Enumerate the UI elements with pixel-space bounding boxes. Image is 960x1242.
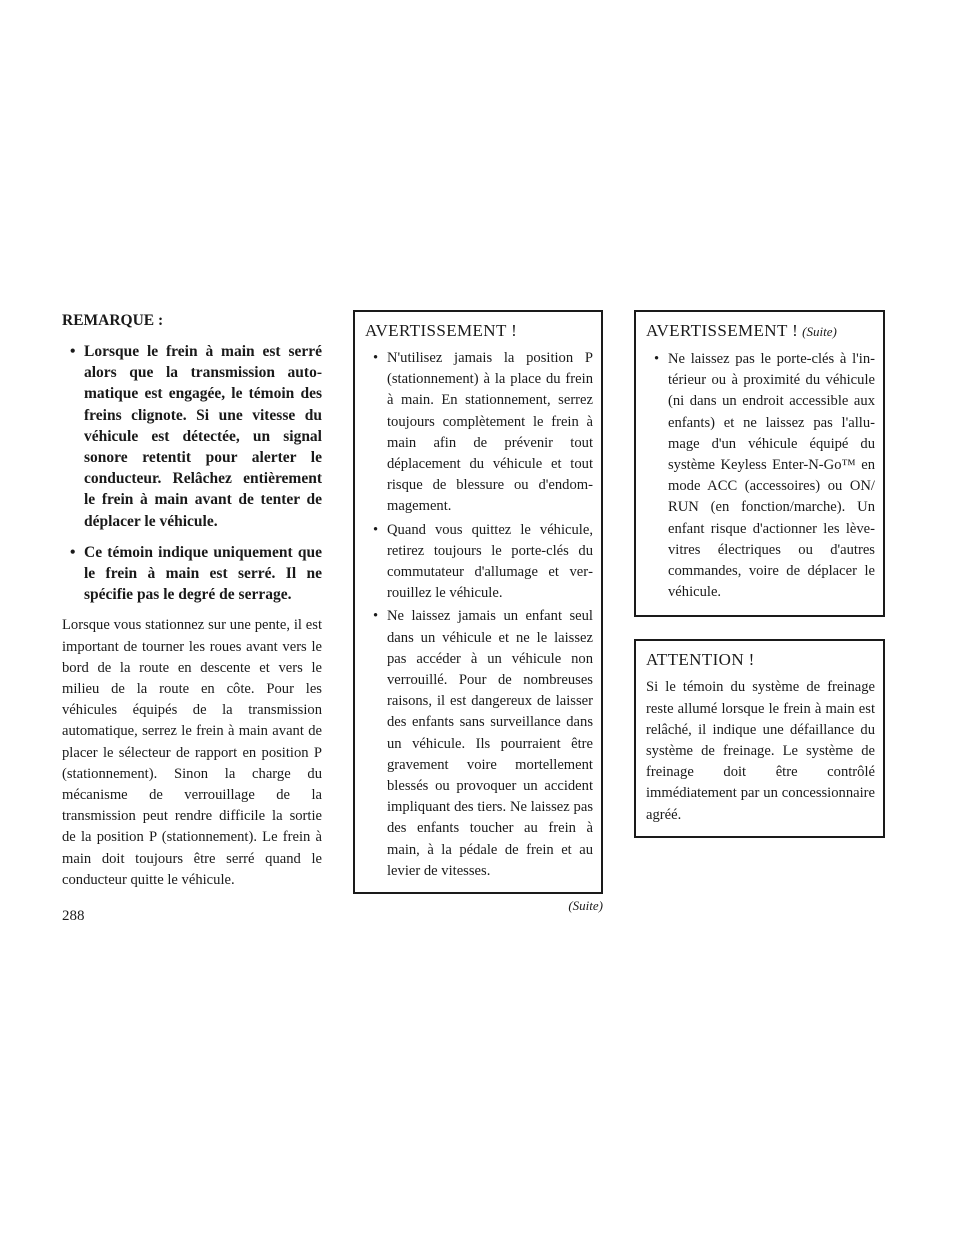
warning-title bbox=[365, 320, 593, 342]
page-number: 288 bbox=[62, 908, 85, 924]
caution-box bbox=[634, 639, 885, 837]
warning-item: • Ne laissez pas le porte-clés à l'intérieur ou à proximité du véhicule (ni dans un endroit accessible aux enfants) et ne laissez pas l'allumage d'un véhicule équipé du système Keyless Enter-N-Go™ en mode ACC (accessoires) ou ON/ RUN (en fonction/marche). Un enfant risque d'actionner les lève-vitres électriques ou d'autres commandes, voire de déplacer le véhicule. bbox=[646, 349, 875, 603]
warning-item: • Ne laissez jamais un enfant seul dans un véhicule et ne le laissez pas accéder à un véhicule non verrouillé. Pour de nombreuses raisons, il est dangereux de laisser des enfants sans surveillance dans un véhicule. Ils pourraient être gravement voire mortellement blessés ou provoquer un accident impliquant des tiers. Ne laissez pas des enfants toucher au frein à main, à la pédale de frein et au levier de vitesses. bbox=[365, 606, 593, 882]
middle-column bbox=[353, 310, 603, 914]
continued-label: (Suite) bbox=[568, 898, 603, 914]
left-column bbox=[62, 310, 322, 891]
warning-continued-title bbox=[646, 320, 875, 343]
warning-item: • Quand vous quittez le véhicule, retirez toujours le porte-clés du commutateur d'allumage et verrouillez le véhicule. bbox=[365, 520, 593, 605]
suite-label: (Suite) bbox=[802, 324, 837, 339]
warning-item: • N'utilisez jamais la position P (stationnement) à la place du frein à main. En stationnement, serrez toujours complètement le frein à main afin de prévenir tout déplacement du véhicule et tout risque de blessure ou d'endommagement. bbox=[365, 348, 593, 518]
note-bullet-item: • Lorsque le frein à main est serré alors que la transmission automatique est engagée, le témoin des freins clignote. Si une vitesse du véhicule est détectée, un signal sonore retentit pour alerter le conducteur. Relâchez entièrement le frein à main avant de tenter de déplacer le véhicule. bbox=[62, 341, 322, 532]
warning-title-text: AVERTISSEMENT ! bbox=[365, 321, 518, 340]
warning-box bbox=[353, 310, 603, 894]
note-bullet-item: • Ce témoin indique uniquement que le frein à main est serré. Il ne spécifie pas le degré de serrage. bbox=[62, 542, 322, 606]
right-column bbox=[634, 310, 885, 838]
warning-continued-box bbox=[634, 310, 885, 617]
warning-continued-title-text: AVERTISSEMENT ! bbox=[646, 321, 799, 340]
note-bullet-list bbox=[62, 341, 322, 605]
parking-slope-paragraph: Lorsque vous stationnez sur une pente, il est important de tourner les roues avant vers le bord de la route en descente et vers le milieu de la route en côte. Pour les véhicules équipés de la transmission automatique, serrez le frein à main avant de placer le sélecteur de rapport en position P (stationnement). Sinon la charge du mécanisme de verrouillage de la transmission peut rendre difficile la sortie de la position P (stationnement). Le frein à main doit toujours être serré quand le conducteur quitte le véhicule. bbox=[62, 617, 322, 888]
caution-title: ATTENTION ! bbox=[646, 650, 755, 670]
note-heading: REMARQUE : bbox=[62, 312, 164, 329]
warning-list bbox=[365, 348, 593, 882]
warning-continued-list bbox=[646, 349, 875, 603]
caution-text: Si le témoin du système de freinage reste allumé lorsque le frein à main est relâché, il indique une défaillance du système de freinage. Le système de freinage doit être contrôlé immédiatement par un concessionnaire agréé. bbox=[646, 679, 875, 823]
